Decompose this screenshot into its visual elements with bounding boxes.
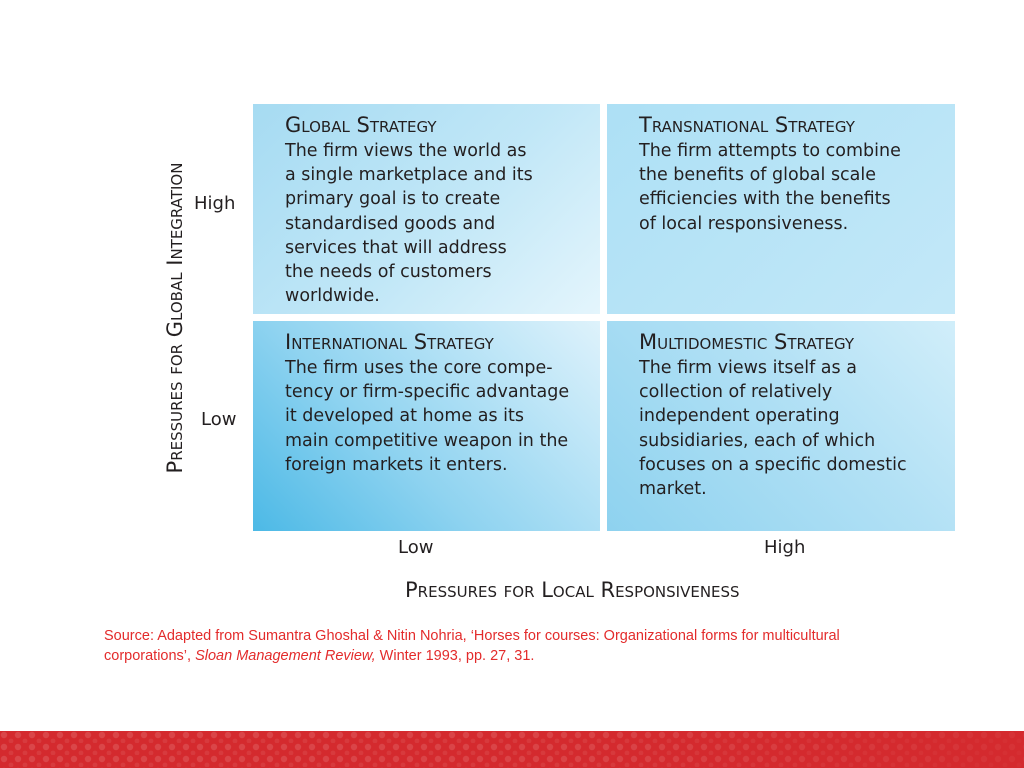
quadrant-description: The firm attempts to combine the benefits of global scale efficiencies with the benefits of local responsiveness.	[639, 141, 901, 234]
x-tick-high: High	[764, 537, 806, 558]
source-citation	[104, 626, 924, 666]
y-tick-high: High	[194, 193, 236, 214]
source-suffix: Winter 1993, pp. 27, 31.	[375, 648, 535, 664]
y-axis-label: Pressures for Global Integration	[163, 162, 187, 474]
source-journal: Sloan Management Review,	[195, 648, 376, 664]
quadrant-transnational-strategy	[607, 104, 955, 314]
y-tick-low: Low	[201, 409, 237, 430]
dot-pattern-decoration	[0, 731, 1024, 768]
quadrant-description: The firm views itself as a collection of relatively independent operating subsidiaries, each of which focuses on a specific domestic market.	[639, 358, 907, 500]
footer-band	[0, 731, 1024, 768]
x-axis-label: Pressures for Local Responsiveness	[405, 578, 740, 602]
strategy-matrix	[253, 104, 955, 531]
quadrant-title: International Strategy	[285, 330, 494, 354]
quadrant-title: Global Strategy	[285, 113, 437, 137]
source-prefix: Source: Adapted from Sumantra Ghoshal & Nitin Nohria, ‘Horses for courses: Organizational forms for multicultural corporations’,	[104, 628, 840, 664]
quadrant-global-strategy	[253, 104, 600, 314]
quadrant-title: Multidomestic Strategy	[639, 330, 855, 354]
quadrant-international-strategy	[253, 321, 600, 531]
quadrant-multidomestic-strategy	[607, 321, 955, 531]
quadrant-description: The firm uses the core compe- tency or firm-specific advantage it developed at home as its main competitive weapon in the foreign markets it enters.	[285, 358, 570, 475]
quadrant-description: The firm views the world as a single marketplace and its primary goal is to create standardised goods and services that will address the needs of customers worldwide.	[285, 141, 533, 307]
quadrant-title: Transnational Strategy	[639, 113, 855, 137]
x-tick-low: Low	[398, 537, 434, 558]
